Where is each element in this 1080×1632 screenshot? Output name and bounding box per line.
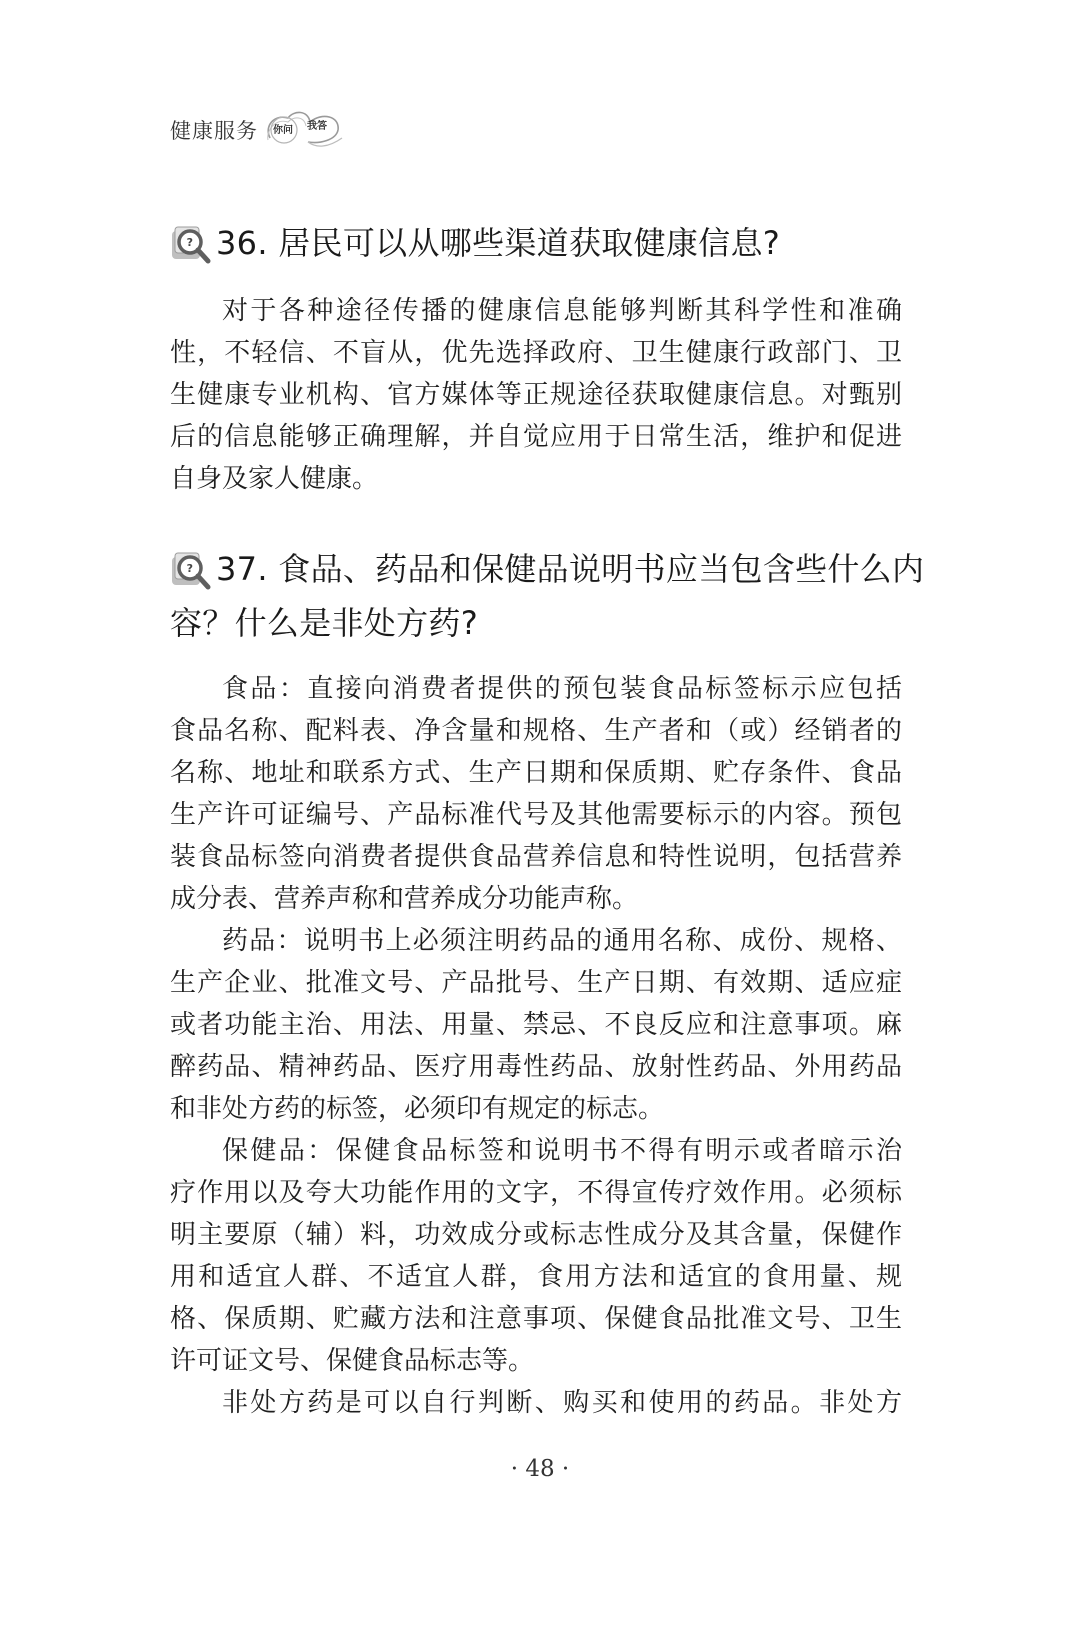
health-product-paragraph-line: 格、保质期、贮藏方法和注意事项、保健食品批准文号、卫生	[170, 1304, 902, 1334]
health-product-paragraph-line: 许可证文号、保健食品标志等。	[170, 1346, 535, 1376]
running-header-title: 健康服务	[170, 119, 258, 143]
food-paragraph-line: 名称、地址和联系方式、生产日期和保质期、贮存条件、食品	[170, 758, 902, 788]
logo-word-ni-wen: 你问	[273, 125, 293, 136]
drug-paragraph-line: 生产企业、批准文号、产品批号、生产日期、有效期、适应症	[170, 968, 902, 998]
question-37-title-line-1: 37. 食品、药品和保健品说明书应当包含些什么内	[216, 550, 925, 588]
question-heading-line	[170, 542, 925, 596]
food-paragraph-line: 装食品标签向消费者提供食品营养信息和特性说明，包括营养	[170, 842, 902, 872]
answer-line: 对于各种途径传播的健康信息能够判断其科学性和准确	[222, 296, 902, 326]
svg-text:?: ?	[186, 562, 194, 575]
health-product-paragraph-line: 保健品：保健食品标签和说明书不得有明示或者暗示治	[222, 1136, 902, 1166]
answer-line: 自身及家人健康。	[170, 464, 379, 494]
health-product-paragraph-line: 用和适宜人群、不适宜人群，食用方法和适宜的食用量、规	[170, 1262, 902, 1292]
question-36-title: 36. 居民可以从哪些渠道获取健康信息?	[216, 224, 781, 262]
drug-paragraph-line: 或者功能主治、用法、用量、禁忌、不良反应和注意事项。麻	[170, 1010, 902, 1040]
food-paragraph-line: 食品：直接向消费者提供的预包装食品标签标示应包括	[222, 674, 902, 704]
food-paragraph-line: 生产许可证编号、产品标准代号及其他需要标示的内容。预包	[170, 800, 902, 830]
otc-paragraph-line: 非处方药是可以自行判断、购买和使用的药品。非处方	[222, 1388, 902, 1418]
drug-paragraph-line: 醉药品、精神药品、医疗用毒性药品、放射性药品、外用药品	[170, 1052, 902, 1082]
answer-37	[170, 668, 902, 1424]
question-magnifier-icon	[170, 223, 216, 265]
page-number: · 48 ·	[510, 1456, 570, 1482]
health-product-paragraph-line: 疗作用以及夸大功能作用的文字，不得宣传疗效作用。必须标	[170, 1178, 902, 1208]
svg-text:?: ?	[186, 236, 194, 249]
drug-paragraph-line: 和非处方药的标签，必须印有规定的标志。	[170, 1094, 665, 1124]
answer-line: 性，不轻信、不盲从，优先选择政府、卫生健康行政部门、卫	[170, 338, 902, 368]
food-paragraph-line: 食品名称、配料表、净含量和规格、生产者和（或）经销者的	[170, 716, 902, 746]
answer-line: 生健康专业机构、官方媒体等正规途径获取健康信息。对甄别	[170, 380, 902, 410]
answer-36	[170, 290, 902, 500]
question-36-heading	[170, 216, 910, 270]
running-header	[170, 108, 346, 152]
logo-word-wo-da: 我答	[307, 121, 327, 132]
health-product-paragraph-line: 明主要原（辅）料，功效成分或标志性成分及其含量，保健作	[170, 1220, 902, 1250]
header-logo	[264, 108, 346, 152]
question-37-heading	[170, 542, 925, 650]
question-heading-line	[170, 216, 910, 270]
question-37-title-line-2: 容？什么是非处方药?	[170, 604, 478, 642]
question-magnifier-icon	[170, 549, 216, 591]
food-paragraph-line: 成分表、营养声称和营养成分功能声称。	[170, 884, 639, 914]
drug-paragraph-line: 药品：说明书上必须注明药品的通用名称、成份、规格、	[222, 926, 902, 956]
answer-line: 后的信息能够正确理解，并自觉应用于日常生活，维护和促进	[170, 422, 902, 452]
